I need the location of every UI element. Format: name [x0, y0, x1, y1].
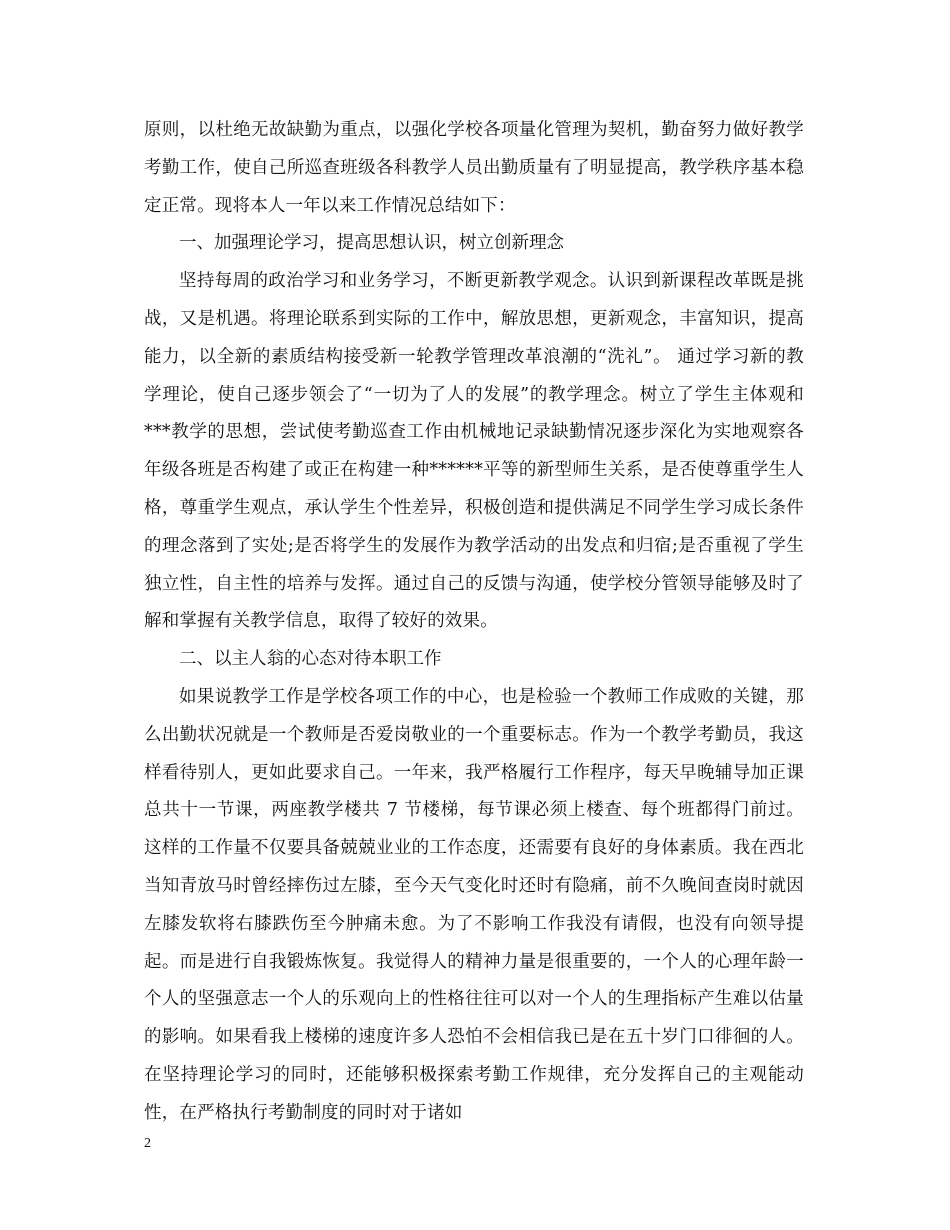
paragraph-section-2: 如果说教学工作是学校各项工作的中心，也是检验一个教师工作成败的关键，那么出勤状况就是一个教师是否爱岗敬业的一个重要标志。作为一个教学考勤员，我这样看待别人，更如此要求自己。一年来，我严格履行工作程序，每天早晚辅导加正课总共十一节课，两座教学楼共 7 节楼梯，每节课必须上楼查、每个班都得门前过。这样的工作量不仅要具备兢兢业业的工作态度，还需要有良好的身体素质。我在西北当知青放马时曾经摔伤过左膝，至今天气变化时还时有隐痛，前不久晚间查岗时就因左膝发软将右膝跌伤至今肿痛未愈。为了不影响工作我没有请假，也没有向领导提起。而是进行自我锻炼恢复。我觉得人的精神力量是很重要的，一个人的心理年龄一个人的坚强意志一个人的乐观向上的性格往往可以对一个人的生理指标产生难以估量的影响。如果看我上楼梯的速度许多人恐怕不会相信我已是在五十岁门口徘徊的人。在坚持理论学习的同时，还能够积极探索考勤工作规律，充分发挥自己的主观能动性，在严格执行考勤制度的同时对于诸如 [144, 686, 804, 1123]
paragraph-section-1: 坚持每周的政治学习和业务学习，不断更新教学观念。认识到新课程改革既是挑战，又是机遇。将理论联系到实际的工作中，解放思想，更新观念，丰富知识，提高能力，以全新的素质结构接受新一轮教学管理改革浪潮的“洗礼”。 通过学习新的教学理论，使自己逐步领会了“一切为了人的发展”的教学理念。树立了学生主体观和***教学的思想，尝试使考勤巡查工作由机械地记录缺勤情况逐步深化为实地观察各年级各班是否构建了或正在构建一种******平等的新型师生关系，是否使尊重学生人格，尊重学生观点，承认学生个性差异，积极创造和提供满足不同学生学习成长条件的理念落到了实处;是否将学生的发展作为教学活动的出发点和归宿;是否重视了学生独立性，自主性的培养与发挥。通过自己的反馈与沟通，使学校分管领导能够及时了解和掌握有关教学信息，取得了较好的效果。 [144, 271, 804, 632]
section-heading-2: 二、以主人翁的心态对待本职工作 [179, 649, 442, 670]
document-body [144, 112, 804, 1133]
section-heading-1: 一、加强理论学习，提高思想认识，树立创新理念 [179, 233, 564, 254]
page-number: 2 [144, 1136, 151, 1151]
paragraph-intro: 原则，以杜绝无故缺勤为重点，以强化学校各项量化管理为契机，勤奋努力做好教学考勤工作，使自己所巡查班级各科教学人员出勤质量有了明显提高，教学秩序基本稳定正常。现将本人一年以来工作情况总结如下： [144, 120, 804, 216]
